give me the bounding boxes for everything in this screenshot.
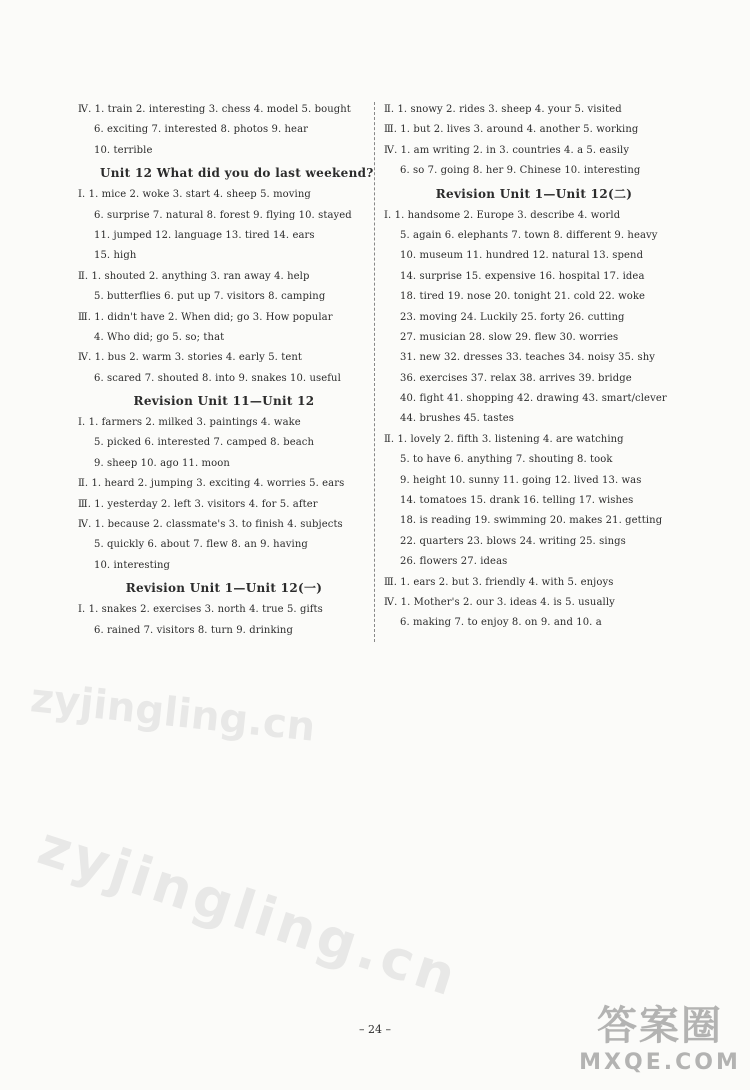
answer-line: 5. quickly 6. about 7. flew 8. an 9. having xyxy=(94,539,308,551)
answer-line: 40. fight 41. shopping 42. drawing 43. smart/clever xyxy=(400,393,667,405)
answer-line: 23. moving 24. Luckily 25. forty 26. cutting xyxy=(400,311,625,323)
answer-line: 10. interesting xyxy=(94,559,171,571)
right-answer-column xyxy=(384,100,684,634)
answer-line: Ⅰ. 1. handsome 2. Europe 3. describe 4. world xyxy=(384,209,621,221)
left-answer-column xyxy=(78,100,374,641)
answer-line: Ⅱ. 1. lovely 2. fifth 3. listening 4. are watching xyxy=(384,433,624,445)
answer-line: Ⅳ. 1. because 2. classmate's 3. to finish 4. subjects xyxy=(78,519,343,531)
answer-line: 6. scared 7. shouted 8. into 9. snakes 10. useful xyxy=(94,372,341,384)
answer-line: Ⅱ. 1. snowy 2. rides 3. sheep 4. your 5. visited xyxy=(384,104,622,115)
answer-line: 18. is reading 19. swimming 20. makes 21. getting xyxy=(400,515,663,527)
answer-line: 11. jumped 12. language 13. tired 14. ears xyxy=(94,229,315,241)
answer-line: Ⅱ. 1. shouted 2. anything 3. ran away 4. help xyxy=(78,270,310,282)
answer-line: 6. surprise 7. natural 8. forest 9. flying 10. stayed xyxy=(94,209,352,221)
answer-line: 26. flowers 27. ideas xyxy=(400,556,508,568)
answer-line: 5. butterflies 6. put up 7. visitors 8. camping xyxy=(94,291,326,303)
column-divider xyxy=(374,102,375,642)
answer-line: 9. height 10. sunny 11. going 12. lived 13. was xyxy=(400,474,642,486)
answer-line: 10. terrible xyxy=(94,144,153,156)
watermark-bottom: zyjingling.cn xyxy=(30,813,467,1010)
answer-line: Ⅳ. 1. train 2. interesting 3. chess 4. model 5. bought xyxy=(78,104,351,115)
answer-line: 9. sheep 10. ago 11. moon xyxy=(94,457,230,469)
answer-line: 10. museum 11. hundred 12. natural 13. spend xyxy=(400,250,644,262)
answer-line: Ⅱ. 1. heard 2. jumping 3. exciting 4. worries 5. ears xyxy=(78,478,345,490)
answer-line: 5. again 6. elephants 7. town 8. different 9. heavy xyxy=(400,229,658,241)
answer-line: 6. rained 7. visitors 8. turn 9. drinking xyxy=(94,624,293,636)
section-heading: Unit 12 What did you do last weekend? xyxy=(100,166,374,181)
answer-line: 5. to have 6. anything 7. shouting 8. took xyxy=(400,454,613,466)
section-heading: Revision Unit 1—Unit 12(一) xyxy=(125,581,323,596)
answer-line: 14. surprise 15. expensive 16. hospital 17. idea xyxy=(400,270,645,282)
answer-line: Ⅰ. 1. farmers 2. milked 3. paintings 4. wake xyxy=(78,417,301,429)
answer-line: 6. so 7. going 8. her 9. Chinese 10. interesting xyxy=(400,165,641,177)
answer-line: Ⅲ. 1. yesterday 2. left 3. visitors 4. for 5. after xyxy=(78,498,318,510)
corner-logo xyxy=(576,1002,744,1084)
answer-line: 18. tired 19. nose 20. tonight 21. cold 22. woke xyxy=(400,291,646,303)
page-number: – 24 – xyxy=(359,1023,391,1036)
section-heading: Revision Unit 11—Unit 12 xyxy=(133,394,315,409)
section-heading: Revision Unit 1—Unit 12(二) xyxy=(435,186,633,201)
answer-line: 22. quarters 23. blows 24. writing 25. sings xyxy=(400,535,626,547)
logo-mark: 答案圈 xyxy=(597,1003,723,1049)
answer-line: 14. tomatoes 15. drank 16. telling 17. wishes xyxy=(400,495,634,507)
answer-line: 44. brushes 45. tastes xyxy=(400,413,514,425)
answer-line: 4. Who did; go 5. so; that xyxy=(94,331,225,343)
answer-line: 15. high xyxy=(94,250,137,262)
answer-line: Ⅳ. 1. am writing 2. in 3. countries 4. a 5. easily xyxy=(384,144,630,156)
answer-line: Ⅳ. 1. Mother's 2. our 3. ideas 4. is 5. usually xyxy=(384,596,615,608)
answer-line: 5. picked 6. interested 7. camped 8. beach xyxy=(94,437,315,449)
answer-line: Ⅲ. 1. but 2. lives 3. around 4. another 5. working xyxy=(384,124,639,136)
answer-line: 31. new 32. dresses 33. teaches 34. noisy 35. shy xyxy=(400,352,656,364)
answer-line: 27. musician 28. slow 29. flew 30. worries xyxy=(400,331,619,343)
answer-line: 6. exciting 7. interested 8. photos 9. hear xyxy=(94,124,309,136)
answer-line: 36. exercises 37. relax 38. arrives 39. bridge xyxy=(400,372,632,384)
answer-line: Ⅰ. 1. snakes 2. exercises 3. north 4. true 5. gifts xyxy=(78,604,323,616)
answer-line: 6. making 7. to enjoy 8. on 9. and 10. a xyxy=(400,617,602,629)
answer-line: Ⅳ. 1. bus 2. warm 3. stories 4. early 5. tent xyxy=(78,352,303,364)
watermark-top: zyjingling.cn xyxy=(28,675,318,751)
logo-site: MXQE.COM xyxy=(579,1050,741,1075)
answer-line: Ⅰ. 1. mice 2. woke 3. start 4. sheep 5. moving xyxy=(78,189,311,201)
answer-line: Ⅲ. 1. didn't have 2. When did; go 3. How popular xyxy=(78,311,333,323)
answer-line: Ⅲ. 1. ears 2. but 3. friendly 4. with 5. enjoys xyxy=(384,576,614,588)
